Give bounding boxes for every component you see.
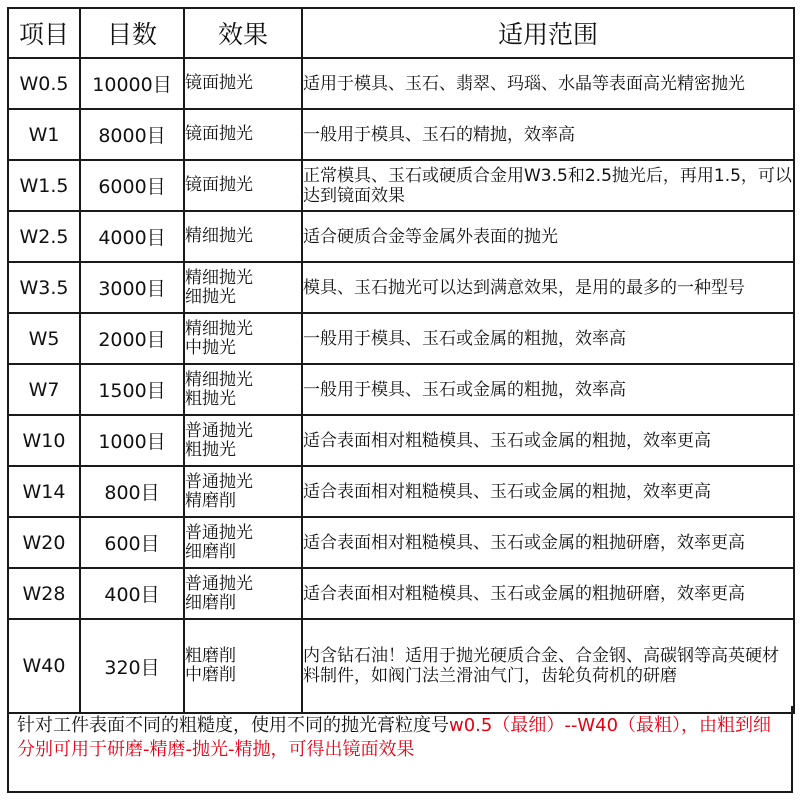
effect-label: 镜面抛光 (185, 175, 253, 195)
footer-note (7, 706, 793, 793)
effect-cell (184, 313, 302, 364)
effect-label: 普通抛光 (185, 573, 253, 594)
grade-code: W3.5 (8, 262, 80, 313)
effect-cell (184, 58, 302, 109)
usage-description: 模具、玉石抛光可以达到满意效果，是用的最多的一种型号 (302, 262, 794, 313)
grade-code: W14 (8, 466, 80, 517)
table-body (8, 58, 794, 713)
table-row (8, 313, 794, 364)
effect-cell (184, 619, 302, 713)
usage-description: 正常模具、玉石或硬质合金用W3.5和2.5抛光后，再用1.5，可以达到镜面效果 (302, 160, 794, 211)
effect-label: 普通抛光 (185, 471, 253, 492)
usage-description: 一般用于模具、玉石的精抛，效率高 (302, 109, 794, 160)
table-row (8, 415, 794, 466)
grade-code: W40 (8, 619, 80, 713)
grade-code: W7 (8, 364, 80, 415)
effect-cell (184, 109, 302, 160)
effect-label: 细磨削 (185, 541, 236, 562)
effect-cell (184, 415, 302, 466)
grade-code: W0.5 (8, 58, 80, 109)
effect-label: 粗抛光 (185, 388, 236, 409)
mesh-count: 400目 (80, 568, 184, 619)
table-row (8, 364, 794, 415)
effect-label: 镜面抛光 (185, 73, 253, 93)
usage-description: 适合表面相对粗糙模具、玉石或金属的粗抛，效率更高 (302, 466, 794, 517)
mesh-count: 320目 (80, 619, 184, 713)
mesh-count: 4000目 (80, 211, 184, 262)
mesh-count: 2000目 (80, 313, 184, 364)
effect-label: 普通抛光 (185, 522, 253, 543)
mesh-count: 1000目 (80, 415, 184, 466)
mesh-count: 3000目 (80, 262, 184, 313)
effect-label: 细磨削 (185, 592, 236, 613)
effect-label: 精细抛光 (185, 226, 253, 246)
grade-code: W20 (8, 517, 80, 568)
header-usage: 适用范围 (302, 8, 794, 58)
effect-label: 镜面抛光 (185, 124, 253, 144)
mesh-count: 6000目 (80, 160, 184, 211)
table-row (8, 262, 794, 313)
usage-description: 适合表面相对粗糙模具、玉石或金属的粗抛研磨，效率更高 (302, 568, 794, 619)
effect-label: 普通抛光 (185, 420, 253, 441)
usage-description: 适合表面相对粗糙模具、玉石或金属的粗抛研磨，效率更高 (302, 517, 794, 568)
usage-description: 适合硬质合金等金属外表面的抛光 (302, 211, 794, 262)
effect-cell (184, 466, 302, 517)
header-code: 项目 (8, 8, 80, 58)
mesh-count: 1500目 (80, 364, 184, 415)
table-row (8, 58, 794, 109)
footer-note-highlight: w0.5（最细）--W40（最粗），由粗到细分别可用于研磨-精磨-抛光-精抛，可得出镜面效果 (17, 715, 772, 760)
effect-cell (184, 517, 302, 568)
header-mesh: 目数 (80, 8, 184, 58)
usage-description: 适用于模具、玉石、翡翠、玛瑙、水晶等表面高光精密抛光 (302, 58, 794, 109)
table-row (8, 517, 794, 568)
effect-cell (184, 211, 302, 262)
effect-cell (184, 262, 302, 313)
footer-note-text: 针对工件表面不同的粗糙度，使用不同的抛光膏粒度号 (17, 715, 449, 736)
table-row (8, 568, 794, 619)
effect-cell (184, 568, 302, 619)
grade-code: W2.5 (8, 211, 80, 262)
grade-code: W28 (8, 568, 80, 619)
effect-label: 粗磨削 (185, 646, 236, 666)
mesh-count: 600目 (80, 517, 184, 568)
effect-label: 精细抛光 (185, 369, 253, 390)
effect-label: 细抛光 (185, 286, 236, 307)
usage-description: 一般用于模具、玉石或金属的粗抛，效率高 (302, 364, 794, 415)
effect-label: 精细抛光 (185, 318, 253, 339)
polishing-grade-table (7, 7, 795, 714)
grade-code: W10 (8, 415, 80, 466)
usage-description: 适合表面相对粗糙模具、玉石或金属的粗抛，效率更高 (302, 415, 794, 466)
usage-description: 内含钻石油！适用于抛光硬质合金、合金钢、高碳钢等高英硬材料制件，如阀门法兰滑油气门，齿轮负荷机的研磨 (302, 619, 794, 713)
mesh-count: 800目 (80, 466, 184, 517)
table-row (8, 619, 794, 713)
table-header-row (8, 8, 794, 58)
table-row (8, 466, 794, 517)
grade-code: W5 (8, 313, 80, 364)
effect-label: 精磨削 (185, 490, 236, 511)
effect-cell (184, 160, 302, 211)
mesh-count: 8000目 (80, 109, 184, 160)
table-row (8, 160, 794, 211)
effect-cell (184, 364, 302, 415)
effect-label: 精细抛光 (185, 267, 253, 288)
effect-label: 中抛光 (185, 337, 236, 358)
header-effect: 效果 (184, 8, 302, 58)
grade-code: W1.5 (8, 160, 80, 211)
mesh-count: 10000目 (80, 58, 184, 109)
effect-label: 粗抛光 (185, 439, 236, 460)
effect-label: 中磨削 (185, 665, 236, 685)
grade-code: W1 (8, 109, 80, 160)
table-row (8, 109, 794, 160)
usage-description: 一般用于模具、玉石或金属的粗抛，效率高 (302, 313, 794, 364)
table-row (8, 211, 794, 262)
